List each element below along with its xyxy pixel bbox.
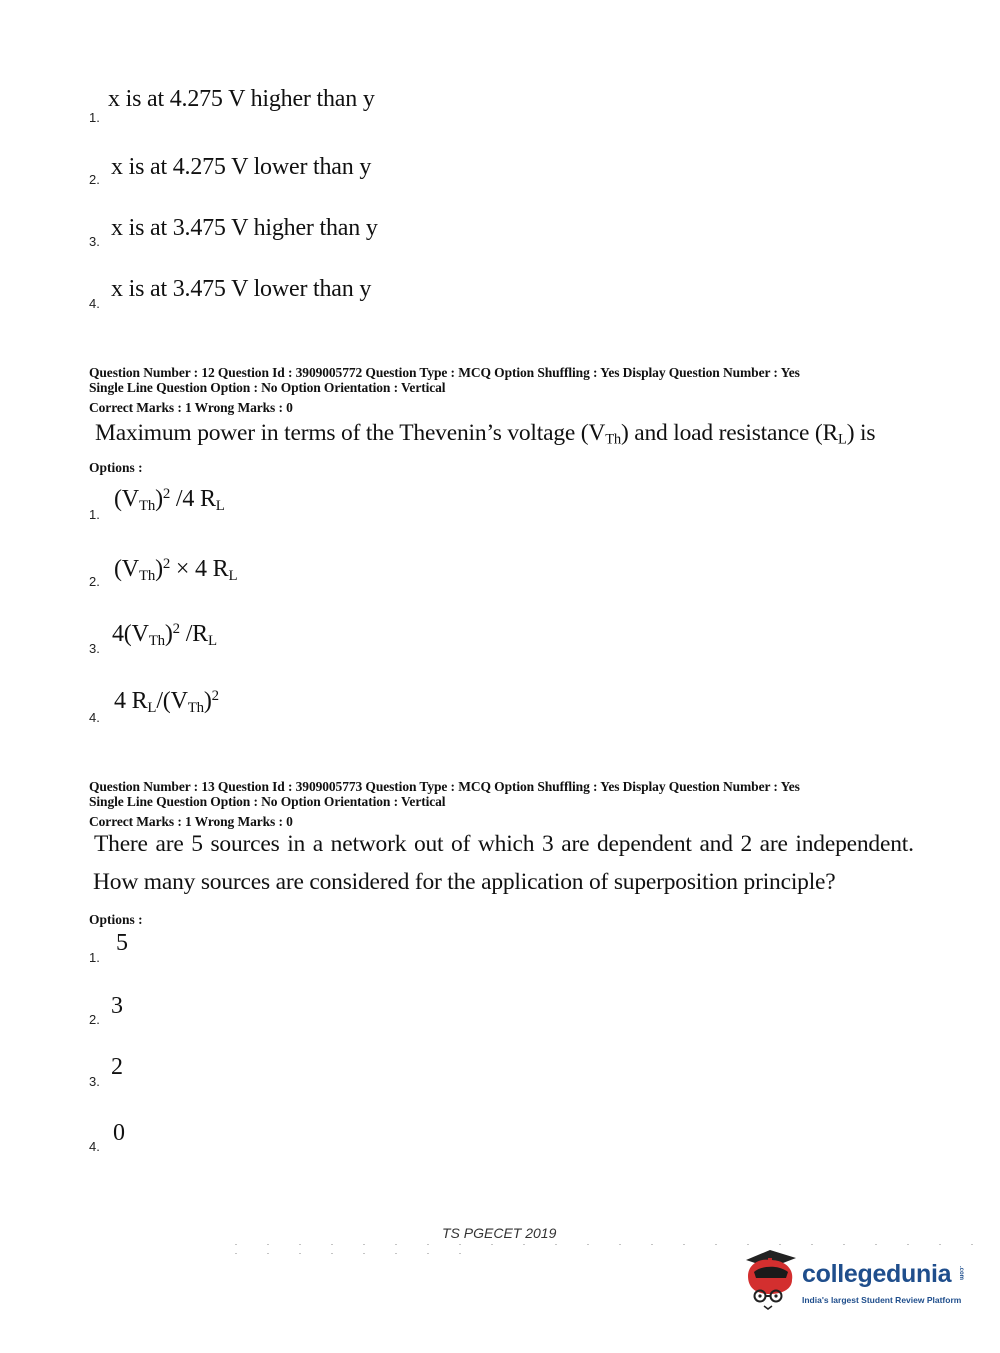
option-text: $(V_{Th})^2$ /4 $R_L$ xyxy=(114,486,225,514)
options-label: Options : xyxy=(89,460,143,475)
mascot-icon xyxy=(740,1246,802,1312)
option-number: 1. xyxy=(89,507,100,522)
question-text-line1: There are 5 sources in a network out of which 3 are dependent and 2 are independent. xyxy=(94,831,914,857)
question-marks: Correct Marks : 1 Wrong Marks : 0 xyxy=(89,814,293,829)
footer-divider: . . . . . . . . . . . . . . . . . . . . . . . . . . . . . . . . xyxy=(235,1238,987,1256)
question-meta-line2: Single Line Question Option : No Option Orientation : Vertical xyxy=(89,380,446,395)
option-text: 0 xyxy=(113,1120,125,1146)
question-meta-line1: Question Number : 13 Question Id : 3909005773 Question Type : MCQ Option Shuffling : Yes Display Question Number : Yes xyxy=(89,779,800,794)
option-text: x is at 3.475 V higher than y xyxy=(111,215,378,241)
subscript: Th xyxy=(605,431,621,448)
question-marks: Correct Marks : 1 Wrong Marks : 0 xyxy=(89,400,293,415)
option-text: $(V_{Th})^2 \times 4$ $R_L$ xyxy=(114,556,238,584)
option-text: $4(V_{Th})^2$ $/R_L$ xyxy=(112,621,217,649)
option-number: 4. xyxy=(89,1139,100,1154)
option-text: 5 xyxy=(116,930,128,956)
option-text: x is at 4.275 V higher than y xyxy=(108,86,375,112)
option-number: 2. xyxy=(89,1012,100,1027)
option-number: 1. xyxy=(89,110,100,125)
option-number: 3. xyxy=(89,641,100,656)
question-meta-line2: Single Line Question Option : No Option Orientation : Vertical xyxy=(89,794,446,809)
collegedunia-logo xyxy=(740,1246,970,1316)
question-meta-line1: Question Number : 12 Question Id : 3909005772 Question Type : MCQ Option Shuffling : Yes Display Question Number : Yes xyxy=(89,365,800,380)
question-text-part: Maximum power in terms of the Thevenin’s voltage (V xyxy=(95,420,606,446)
question-text-part: ) and load resistance (R xyxy=(620,420,839,446)
option-text: x is at 4.275 V lower than y xyxy=(111,154,372,180)
logo-suffix: .com xyxy=(958,1266,964,1281)
question-text-part: ) is xyxy=(846,420,876,446)
option-text: 4 $R_L/(V_{Th})^2$ xyxy=(114,688,219,716)
option-text: 2 xyxy=(111,1054,123,1080)
option-number: 4. xyxy=(89,296,100,311)
option-number: 4. xyxy=(89,710,100,725)
option-text: x is at 3.475 V lower than y xyxy=(111,276,372,302)
options-label: Options : xyxy=(89,912,143,927)
logo-name: collegedunia xyxy=(802,1260,952,1288)
option-number: 3. xyxy=(89,234,100,249)
question-text-line2: How many sources are considered for the application of superposition principle? xyxy=(93,869,836,895)
subscript: L xyxy=(838,431,847,448)
option-number: 3. xyxy=(89,1074,100,1089)
question-text xyxy=(95,420,875,449)
logo-tagline: India's largest Student Review Platform xyxy=(802,1295,962,1305)
option-number: 2. xyxy=(89,574,100,589)
option-number: 1. xyxy=(89,950,100,965)
option-number: 2. xyxy=(89,172,100,187)
footer-exam-title: TS PGECET 2019 xyxy=(442,1225,557,1241)
option-text: 3 xyxy=(111,993,123,1019)
